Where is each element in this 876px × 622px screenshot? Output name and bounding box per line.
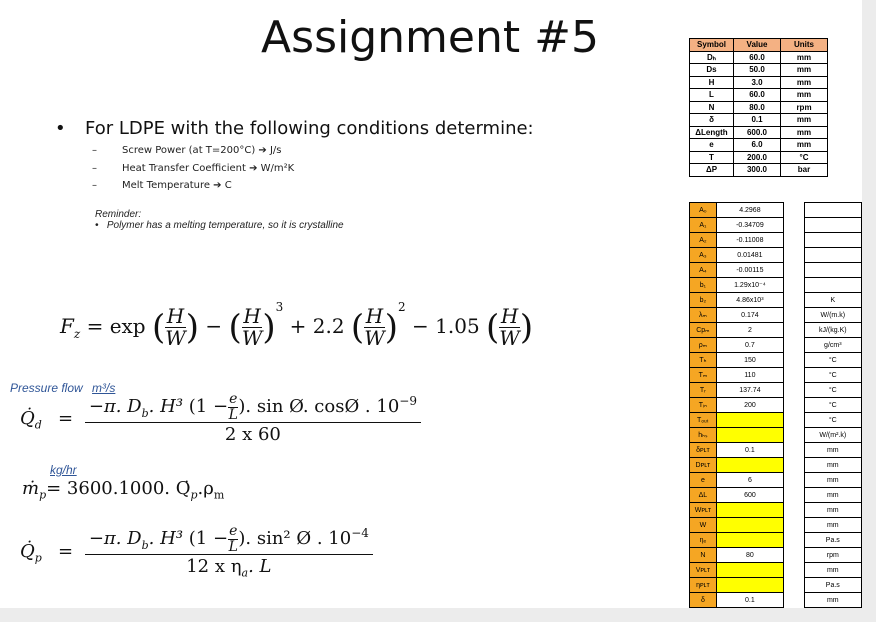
column-header: Symbol bbox=[690, 39, 734, 52]
table-row bbox=[690, 413, 862, 428]
value-cell bbox=[716, 458, 783, 473]
spacer-cell bbox=[784, 368, 805, 383]
table-row bbox=[690, 203, 862, 218]
symbol-cell: A₃ bbox=[690, 248, 717, 263]
value-cell: 300.0 bbox=[734, 164, 781, 177]
calculation-table bbox=[689, 202, 862, 608]
value-cell: 600.0 bbox=[734, 126, 781, 139]
unit-cell: mm bbox=[804, 518, 861, 533]
table-row bbox=[690, 218, 862, 233]
symbol-cell: W bbox=[690, 518, 717, 533]
value-cell: 200.0 bbox=[734, 151, 781, 164]
unit-cell: rpm bbox=[804, 548, 861, 563]
reminder-label: Reminder: bbox=[95, 209, 142, 220]
value-cell: 0.174 bbox=[716, 308, 783, 323]
table-row bbox=[690, 338, 862, 353]
column-header: Units bbox=[781, 39, 828, 52]
value-cell: -0.11008 bbox=[716, 233, 783, 248]
table-row bbox=[690, 126, 828, 139]
value-cell: 0.7 bbox=[716, 338, 783, 353]
mp-unit: kg/hr bbox=[50, 463, 77, 477]
unit-cell: mm bbox=[781, 64, 828, 77]
symbol-cell: Tᵢₙ bbox=[690, 398, 717, 413]
unit-cell: °C bbox=[804, 398, 861, 413]
spacer-cell bbox=[784, 248, 805, 263]
symbol-cell: ηᴘʟᴛ bbox=[690, 578, 717, 593]
spacer-cell bbox=[784, 533, 805, 548]
table-row bbox=[690, 89, 828, 102]
value-cell: 110 bbox=[716, 368, 783, 383]
spacer-cell bbox=[784, 458, 805, 473]
table-row bbox=[690, 353, 862, 368]
unit-cell: mm bbox=[804, 443, 861, 458]
value-cell bbox=[716, 413, 783, 428]
table-row bbox=[690, 151, 828, 164]
bullet-dot-icon: • bbox=[55, 118, 66, 139]
spacer-cell bbox=[784, 473, 805, 488]
symbol-cell: H bbox=[690, 76, 734, 89]
symbol-cell: N bbox=[690, 548, 717, 563]
symbol-cell: Tₘ bbox=[690, 368, 717, 383]
table-row bbox=[690, 533, 862, 548]
spacer-cell bbox=[784, 443, 805, 458]
symbol-cell: T bbox=[690, 151, 734, 164]
reminder-note: • Polymer has a melting temperature, so it is crystalline bbox=[95, 220, 344, 231]
dash-icon: – bbox=[92, 145, 97, 156]
spacer-cell bbox=[784, 218, 805, 233]
table-row bbox=[690, 263, 862, 278]
unit-cell: °C bbox=[804, 383, 861, 398]
unit-cell bbox=[804, 233, 861, 248]
value-cell: 0.01481 bbox=[716, 248, 783, 263]
unit-cell: mm bbox=[804, 593, 861, 608]
unit-cell: °C bbox=[804, 353, 861, 368]
spacer-cell bbox=[784, 233, 805, 248]
symbol-cell: δ bbox=[690, 593, 717, 608]
unit-cell: mm bbox=[804, 503, 861, 518]
spacer-cell bbox=[784, 203, 805, 218]
reminder bbox=[95, 209, 344, 231]
value-cell bbox=[716, 518, 783, 533]
parameters-table bbox=[689, 38, 828, 177]
symbol-cell: b₁ bbox=[690, 278, 717, 293]
symbol-cell: Dᴘʟᴛ bbox=[690, 458, 717, 473]
symbol-cell: Tᵣ bbox=[690, 383, 717, 398]
symbol-cell: λₘ bbox=[690, 308, 717, 323]
qd-equation: $Q̇_d$ = −π. $D_b$. H³ (1 − $\frac{e}{L}$ ). sin Ø. cosØ . $10^{-9}$ 2 x 60 bbox=[20, 392, 421, 445]
symbol-cell: Ds bbox=[690, 64, 734, 77]
value-cell: 6 bbox=[716, 473, 783, 488]
unit-cell: mm bbox=[781, 126, 828, 139]
value-cell: 200 bbox=[716, 398, 783, 413]
unit-cell bbox=[804, 248, 861, 263]
symbol-cell: Cpₘ bbox=[690, 323, 717, 338]
symbol-cell: hₕₛ bbox=[690, 428, 717, 443]
page-title: Assignment #5 bbox=[261, 12, 599, 63]
unit-cell bbox=[804, 278, 861, 293]
value-cell: 80.0 bbox=[734, 101, 781, 114]
table-row bbox=[690, 101, 828, 114]
spacer-cell bbox=[784, 503, 805, 518]
spacer-cell bbox=[784, 428, 805, 443]
unit-cell: mm bbox=[781, 76, 828, 89]
value-cell: 50.0 bbox=[734, 64, 781, 77]
unit-cell: mm bbox=[804, 473, 861, 488]
value-cell: -0.34709 bbox=[716, 218, 783, 233]
spacer-cell bbox=[784, 488, 805, 503]
table-row bbox=[690, 164, 828, 177]
sub-item-text: Heat Transfer Coefficient ➔ W/m²K bbox=[122, 163, 295, 174]
spacer-cell bbox=[784, 263, 805, 278]
unit-cell: mm bbox=[781, 51, 828, 64]
spacer-cell bbox=[784, 563, 805, 578]
unit-cell bbox=[804, 218, 861, 233]
table-row bbox=[690, 293, 862, 308]
table-row bbox=[690, 488, 862, 503]
value-cell: 60.0 bbox=[734, 51, 781, 64]
table-row bbox=[690, 398, 862, 413]
symbol-cell: ηₑ bbox=[690, 533, 717, 548]
value-cell: 1.29x10⁻⁴ bbox=[716, 278, 783, 293]
sub-item bbox=[92, 145, 282, 156]
main-bullet bbox=[55, 118, 534, 139]
symbol-cell: Wᴘʟᴛ bbox=[690, 503, 717, 518]
bullet-text: For LDPE with the following conditions determine: bbox=[85, 118, 534, 139]
table-row bbox=[690, 76, 828, 89]
table-row bbox=[690, 593, 862, 608]
symbol-cell: b₂ bbox=[690, 293, 717, 308]
unit-cell: g/cm³ bbox=[804, 338, 861, 353]
sub-item bbox=[92, 163, 294, 174]
symbol-cell: A₁ bbox=[690, 218, 717, 233]
symbol-cell: Dₕ bbox=[690, 51, 734, 64]
sub-item-text: Screw Power (at T=200°C) ➔ J/s bbox=[122, 145, 282, 156]
column-header: Value bbox=[734, 39, 781, 52]
unit-cell: mm bbox=[781, 139, 828, 152]
table-row bbox=[690, 548, 862, 563]
spacer-cell bbox=[784, 548, 805, 563]
unit-cell: Pa.s bbox=[804, 578, 861, 593]
table-row bbox=[690, 458, 862, 473]
spacer-cell bbox=[784, 278, 805, 293]
table-row bbox=[690, 578, 862, 593]
symbol-cell: ρₘ bbox=[690, 338, 717, 353]
table-row bbox=[690, 233, 862, 248]
value-cell: 0.1 bbox=[716, 443, 783, 458]
unit-cell: mm bbox=[804, 458, 861, 473]
symbol-cell: ΔLength bbox=[690, 126, 734, 139]
unit-cell: °C bbox=[781, 151, 828, 164]
value-cell: 600 bbox=[716, 488, 783, 503]
table-row bbox=[690, 503, 862, 518]
symbol-cell: A₄ bbox=[690, 263, 717, 278]
mp-equation: ṁ$_p$= 3600.1000. $Q_p.\rho_m$ bbox=[22, 478, 225, 502]
table-row bbox=[690, 563, 862, 578]
unit-cell: °C bbox=[804, 413, 861, 428]
spacer-cell bbox=[784, 518, 805, 533]
table-row bbox=[690, 308, 862, 323]
unit-cell: mm bbox=[804, 488, 861, 503]
symbol-cell: ΔP bbox=[690, 164, 734, 177]
value-cell: 4.2968 bbox=[716, 203, 783, 218]
unit-cell: W/(m².k) bbox=[804, 428, 861, 443]
unit-cell: rpm bbox=[781, 101, 828, 114]
spacer-cell bbox=[784, 593, 805, 608]
symbol-cell: ΔL bbox=[690, 488, 717, 503]
pressure-flow-label: Pressure flow m³/s bbox=[10, 381, 116, 395]
unit-cell: kJ/(kg.K) bbox=[804, 323, 861, 338]
symbol-cell: δᴘʟᴛ bbox=[690, 443, 717, 458]
unit-cell: W/(m.k) bbox=[804, 308, 861, 323]
unit-cell: °C bbox=[804, 368, 861, 383]
value-cell bbox=[716, 428, 783, 443]
spacer-cell bbox=[784, 308, 805, 323]
table-row bbox=[690, 428, 862, 443]
value-cell bbox=[716, 578, 783, 593]
symbol-cell: L bbox=[690, 89, 734, 102]
unit-cell bbox=[804, 203, 861, 218]
value-cell: 2 bbox=[716, 323, 783, 338]
value-cell: 80 bbox=[716, 548, 783, 563]
value-cell bbox=[716, 533, 783, 548]
value-cell bbox=[716, 563, 783, 578]
value-cell: 150 bbox=[716, 353, 783, 368]
sub-item bbox=[92, 180, 232, 191]
table-row bbox=[690, 114, 828, 127]
unit-cell: bar bbox=[781, 164, 828, 177]
symbol-cell: Tₒᵤₜ bbox=[690, 413, 717, 428]
symbol-cell: A₂ bbox=[690, 233, 717, 248]
table-row bbox=[690, 248, 862, 263]
spacer-cell bbox=[784, 383, 805, 398]
spacer-cell bbox=[784, 578, 805, 593]
value-cell: 4.86x10³ bbox=[716, 293, 783, 308]
symbol-cell: δ bbox=[690, 114, 734, 127]
unit-cell: mm bbox=[781, 114, 828, 127]
symbol-cell: A₀ bbox=[690, 203, 717, 218]
dash-icon: – bbox=[92, 180, 97, 191]
unit-cell: K bbox=[804, 293, 861, 308]
value-cell: 3.0 bbox=[734, 76, 781, 89]
value-cell: 0.1 bbox=[734, 114, 781, 127]
unit-cell bbox=[804, 263, 861, 278]
symbol-cell: e bbox=[690, 139, 734, 152]
value-cell: 0.1 bbox=[716, 593, 783, 608]
symbol-cell: Vᴘʟᴛ bbox=[690, 563, 717, 578]
spacer-cell bbox=[784, 413, 805, 428]
unit-cell: mm bbox=[781, 89, 828, 102]
value-cell: 6.0 bbox=[734, 139, 781, 152]
table-row bbox=[690, 51, 828, 64]
sub-item-text: Melt Temperature ➔ C bbox=[122, 180, 232, 191]
value-cell: -0.00115 bbox=[716, 263, 783, 278]
table-row bbox=[690, 64, 828, 77]
symbol-cell: N bbox=[690, 101, 734, 114]
unit-cell: mm bbox=[804, 563, 861, 578]
table-row bbox=[690, 518, 862, 533]
qp-equation: $Q̇_p$ = −π. $D_b$. H³ (1 − $\frac{e}{L}$ ). sin² Ø . $10^{-4}$ 12 x $\eta_a$. L bbox=[20, 524, 373, 580]
table-row bbox=[690, 473, 862, 488]
table-row bbox=[690, 443, 862, 458]
dash-icon: – bbox=[92, 163, 97, 174]
table-row bbox=[690, 368, 862, 383]
table-row bbox=[690, 278, 862, 293]
table-row bbox=[690, 383, 862, 398]
value-cell: 137.74 bbox=[716, 383, 783, 398]
spacer-cell bbox=[784, 353, 805, 368]
value-cell: 60.0 bbox=[734, 89, 781, 102]
value-cell bbox=[716, 503, 783, 518]
spacer-cell bbox=[784, 338, 805, 353]
spacer-cell bbox=[784, 398, 805, 413]
spacer-cell bbox=[784, 293, 805, 308]
unit-cell: Pa.s bbox=[804, 533, 861, 548]
spacer-cell bbox=[784, 323, 805, 338]
symbol-cell: e bbox=[690, 473, 717, 488]
table-row bbox=[690, 323, 862, 338]
table-row bbox=[690, 139, 828, 152]
fz-equation: $F_z = \exp$ ( $\frac{H}{W}$ ) − ( $\frac{H}{W}$ )$^3$ + 2.2 ( $\frac{H}{W}$ )$^2$ − 1.05 ( $\frac{H}{W}$ ) bbox=[60, 300, 534, 350]
symbol-cell: Tₕ bbox=[690, 353, 717, 368]
